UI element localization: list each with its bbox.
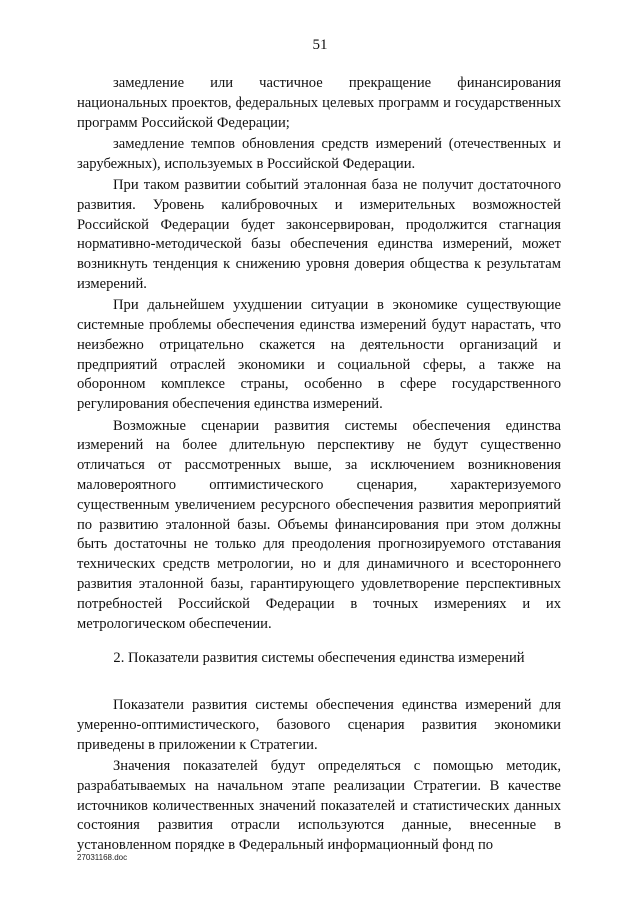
paragraph: При таком развитии событий эталонная база не получит достаточного развития. Уровень калибровочных и измерительных возможностей Российской Федерации будет законсервирован, продолжится стагнация нормативно-методической базы обеспечения единства измерений, может возникнуть тенденция к снижению уровня доверия общества к результатам измерений. bbox=[77, 176, 561, 292]
footer-filename: 27031168.doc bbox=[77, 853, 128, 862]
paragraph: Показатели развития системы обеспечения единства измерений для умеренно-оптимистического, базового сценария развития экономики приведены в приложении к Стратегии. bbox=[77, 697, 561, 753]
paragraph: замедление или частичное прекращение финансирования национальных проектов, федеральных целевых программ и государственных программ Российской Федерации; bbox=[77, 75, 561, 131]
paragraph: замедление темпов обновления средств измерений (отечественных и зарубежных), используемых в Российской Федерации. bbox=[77, 135, 561, 172]
section-heading: 2. Показатели развития системы обеспечения единства измерений bbox=[113, 650, 525, 667]
document-body bbox=[77, 74, 561, 857]
paragraph: При дальнейшем ухудшении ситуации в экономике существующие системные проблемы обеспечения единства измерений будут нарастать, что неизбежно отрицательно скажется на деятельности организаций и предприятий отраслей экономики и социальной сферы, а также на оборонном комплексе страны, особенно в сфере государственного регулирования обеспечения единства измерений. bbox=[77, 297, 561, 413]
paragraph: Значения показателей будут определяться с помощью методик, разрабатываемых на начальном этапе реализации Стратегии. В качестве источников количественных значений показателей и статистических данных состояния развития отрасли используются данные, внесенные в установленном порядке в Федеральный информационный фонд по bbox=[77, 758, 561, 854]
page-number: 51 bbox=[312, 37, 328, 53]
paragraph: Возможные сценарии развития системы обеспечения единства измерений на более длительную перспективу не будут существенно отличаться от рассмотренных выше, за исключением возникновения маловероятного оптимистического сценария, характеризуемого существенным увеличением ресурсного обеспечения развития мероприятий по развитию эталонной базы. Объемы финансирования при этом должны быть достаточны не только для преодоления прогнозируемого отставания технических средств метрологии, но и для динамичного и всестороннего развития эталонной базы, гарантирующего удовлетворение перспективных потребностей Российской Федерации в точных измерениях и их метрологическом обеспечении. bbox=[77, 417, 561, 632]
